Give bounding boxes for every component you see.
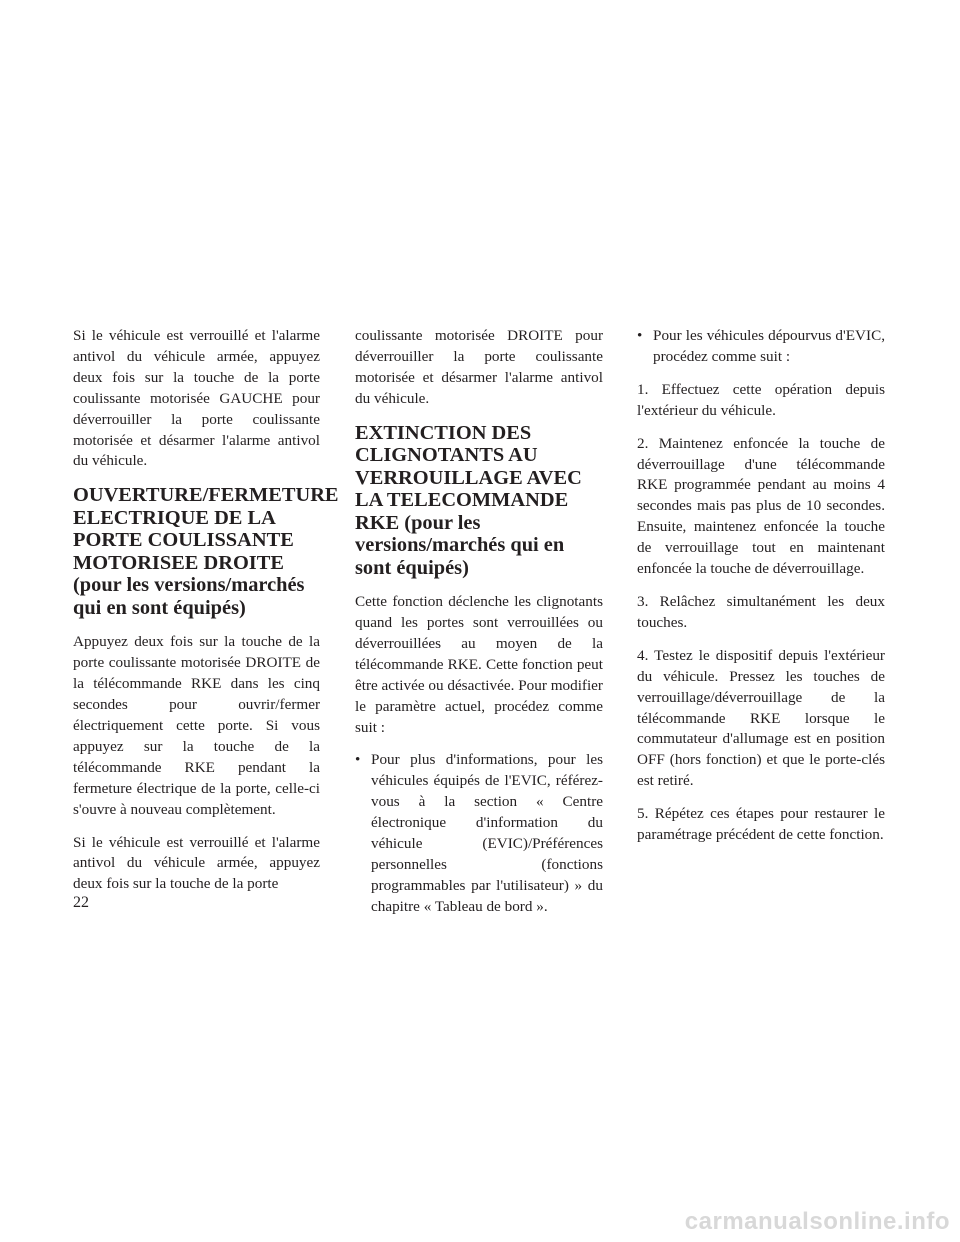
section-heading: OUVERTURE/FERMETURE ELECTRIQUE DE LA PORTE COULISSANTE MOTORISEE DROITE (pour les versions/marchés qui en sont équipés) bbox=[73, 484, 339, 619]
watermark: carmanualsonline.info bbox=[684, 1208, 950, 1235]
paragraph: Si le véhicule est verrouillé et l'alarme antivol du véhicule armée, appuyez deux fois sur la touche de la porte bbox=[73, 833, 320, 893]
paragraph: Si le véhicule est verrouillé et l'alarme antivol du véhicule armée, appuyez deux fois sur la touche de la porte coulissante motorisée GAUCHE pour déverrouiller la porte coulissante motorisée et désarmer l'alarme antivol du véhicule. bbox=[73, 327, 320, 470]
step-5: 5. Répétez ces étapes pour restaurer le paramétrage précédent de cette fonction. bbox=[637, 805, 885, 844]
step-3: 3. Relâchez simultanément les deux touches. bbox=[637, 592, 885, 631]
step-4: 4. Testez le dispositif depuis l'extérieur du véhicule. Pressez les touches de verrouillage/déverrouillage de la télécommande RKE lorsque le commutateur d'allumage est en position OFF (hors fonction) et que le porte-clés est retiré. bbox=[637, 646, 885, 790]
paragraph: Appuyez deux fois sur la touche de la porte coulissante motorisée DROITE de la télécommande RKE dans les cinq secondes pour ouvrir/fermer électriquement cette porte. Si vous appuyez sur la touche de la télécommande RKE pendant la fermeture électrique de la porte, celle-ci s'ouvre à nouveau complètement. bbox=[73, 633, 320, 818]
paragraph: coulissante motorisée DROITE pour déverrouiller la porte coulissante motorisée et désarmer l'alarme antivol du véhicule. bbox=[355, 327, 603, 407]
bullet-text: Pour les véhicules dépourvus d'EVIC, procédez comme suit : bbox=[653, 327, 885, 365]
bullet-item bbox=[355, 750, 603, 917]
bullet-item bbox=[637, 326, 885, 368]
column-middle bbox=[355, 326, 603, 930]
bullet-icon: • bbox=[637, 327, 643, 344]
bullet-icon: • bbox=[355, 751, 361, 769]
column-left bbox=[73, 326, 339, 907]
page-number: 22 bbox=[73, 894, 89, 911]
step-2: 2. Maintenez enfoncée la touche de déverrouillage d'une télécommande RKE programmée pendant au moins 4 secondes mais pas plus de 10 secondes. Ensuite, maintenez enfoncée la touche de verrouillage tout en maintenant enfoncée la touche de déverrouillage. bbox=[637, 434, 885, 578]
section-heading: EXTINCTION DES CLIGNOTANTS AU VERROUILLAGE AVEC LA TELECOMMANDE RKE (pour les versions/marchés qui en sont équipés) bbox=[355, 421, 582, 579]
paragraph: Cette fonction déclenche les clignotants quand les portes sont verrouillées ou déverrouillées au moyen de la télécommande RKE. Cette fonction peut être activée ou désactivée. Pour modifier le paramètre actuel, procédez comme suit : bbox=[355, 593, 603, 736]
bullet-text: Pour plus d'informations, pour les véhicules équipés de l'EVIC, référez-vous à la section « Centre électronique d'information du véhicule (EVIC)/Préférences personnelles (fonctions programmables par l'utilisateur) » du chapitre « Tableau de bord ». bbox=[371, 751, 603, 915]
column-right bbox=[637, 326, 885, 858]
step-1: 1. Effectuez cette opération depuis l'extérieur du véhicule. bbox=[637, 380, 885, 419]
